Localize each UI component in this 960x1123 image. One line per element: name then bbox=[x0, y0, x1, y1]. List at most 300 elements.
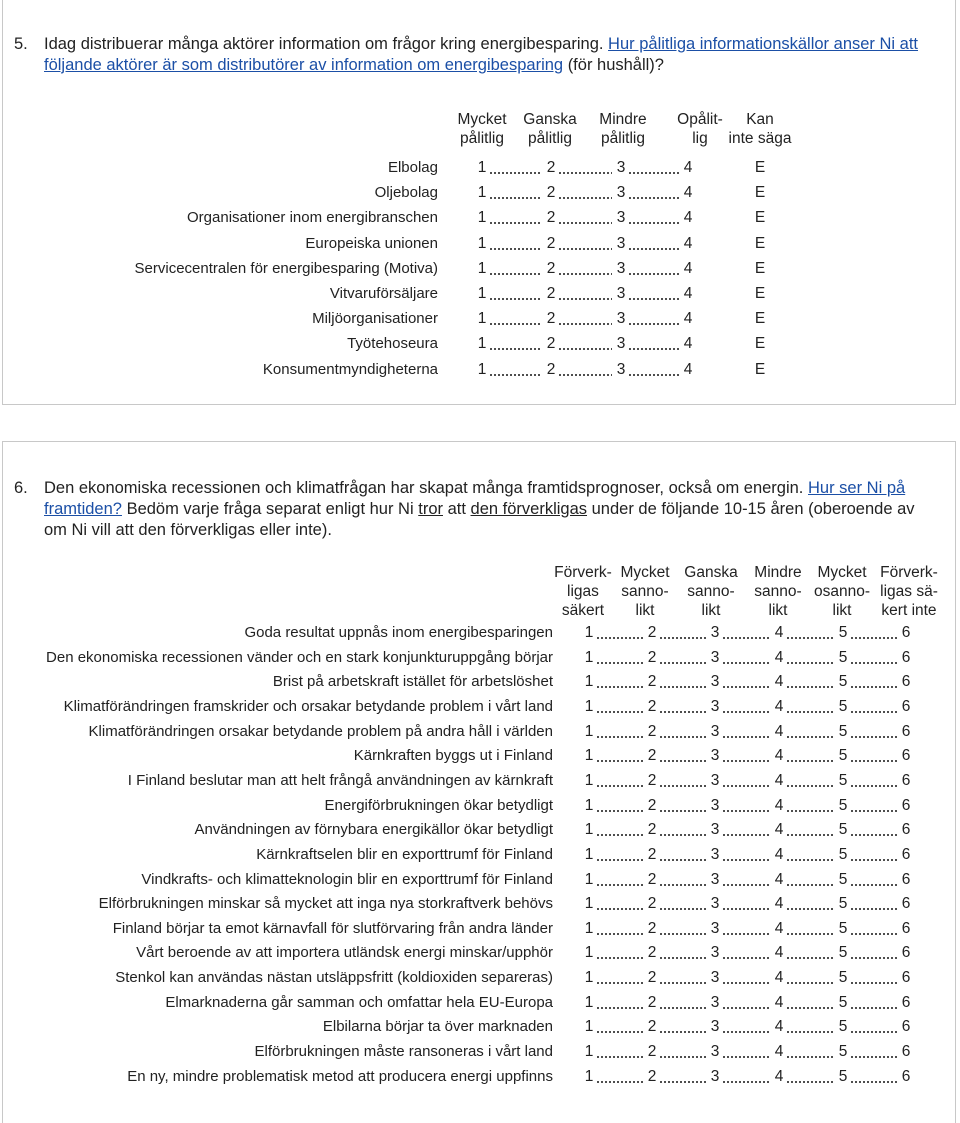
q5-row-label: Elbolag bbox=[387, 159, 438, 176]
q5-option-1[interactable]: 1 bbox=[477, 159, 487, 176]
q6-leader-dots bbox=[786, 1056, 834, 1058]
q6-leader-dots bbox=[722, 982, 770, 984]
q6-option-2[interactable]: 2 bbox=[647, 1043, 657, 1061]
q6-option-5[interactable]: 5 bbox=[838, 624, 848, 641]
q6-option-3[interactable]: 3 bbox=[710, 771, 720, 789]
question-5-suffix: (för hushåll)? bbox=[567, 56, 664, 74]
q6-header-line: Mycket bbox=[620, 564, 670, 581]
q6-option-6[interactable]: 6 bbox=[901, 845, 911, 863]
q6-option-6[interactable]: 6 bbox=[901, 895, 911, 913]
q6-option-3[interactable]: 3 bbox=[710, 747, 720, 765]
q6-option-1[interactable]: 1 bbox=[584, 870, 594, 888]
q6-option-3[interactable]: 3 bbox=[710, 993, 720, 1011]
q5-leader-dots bbox=[558, 197, 612, 199]
q6-option-5[interactable]: 5 bbox=[838, 697, 848, 715]
q6-row-label: I Finland beslutar man att helt frångå användningen av kärnkraft bbox=[127, 771, 553, 789]
q6-row-label: Stenkol kan användas nästan utsläppsfritt (koldioxiden separeras) bbox=[115, 969, 553, 987]
q5-leader-dots bbox=[628, 197, 679, 199]
q5-option-4[interactable]: 4 bbox=[683, 234, 693, 252]
q6-option-4[interactable]: 4 bbox=[774, 1018, 784, 1036]
q6-leader-dots bbox=[786, 884, 834, 886]
q6-leader-dots bbox=[722, 785, 770, 787]
q6-option-4[interactable]: 4 bbox=[774, 796, 784, 814]
q6-option-3[interactable]: 3 bbox=[710, 919, 720, 937]
q6-option-6[interactable]: 6 bbox=[901, 1018, 911, 1036]
q6-header-line: likt bbox=[768, 602, 788, 619]
q6-leader-dots bbox=[596, 908, 643, 910]
q6-option-4[interactable]: 4 bbox=[774, 1067, 784, 1085]
q6-leader-dots bbox=[659, 957, 706, 959]
q6-option-3[interactable]: 3 bbox=[710, 722, 720, 740]
q6-leader-dots bbox=[659, 637, 706, 639]
q5-option-2[interactable]: 2 bbox=[546, 360, 556, 378]
q6-leader-dots bbox=[659, 662, 706, 664]
q5-option-1[interactable]: 1 bbox=[477, 259, 487, 277]
q6-option-4[interactable]: 4 bbox=[774, 895, 784, 913]
q6-option-3[interactable]: 3 bbox=[710, 969, 720, 987]
q6-option-2[interactable]: 2 bbox=[647, 697, 657, 715]
q6-option-5[interactable]: 5 bbox=[838, 796, 848, 814]
q6-leader-dots bbox=[722, 711, 770, 713]
q5-row-label: Konsumentmyndigheterna bbox=[262, 360, 438, 378]
q6-leader-dots bbox=[786, 760, 834, 762]
q6-option-5[interactable]: 5 bbox=[838, 722, 848, 740]
q5-leader-dots bbox=[489, 298, 542, 300]
q6-leader-dots bbox=[786, 637, 834, 639]
q5-option-4[interactable]: 4 bbox=[683, 310, 693, 328]
q5-option-3[interactable]: 3 bbox=[616, 259, 626, 277]
q6-option-4[interactable]: 4 bbox=[774, 1043, 784, 1061]
q6-option-6[interactable]: 6 bbox=[901, 722, 911, 740]
q6-option-2[interactable]: 2 bbox=[647, 1018, 657, 1036]
q6-row bbox=[0, 968, 960, 990]
q6-option-6[interactable]: 6 bbox=[901, 870, 911, 888]
q6-leader-dots bbox=[786, 736, 834, 738]
q6-option-3[interactable]: 3 bbox=[710, 624, 720, 641]
q6-option-6[interactable]: 6 bbox=[901, 648, 911, 666]
q6-option-5[interactable]: 5 bbox=[838, 845, 848, 863]
q5-row bbox=[0, 234, 960, 256]
q5-option-3[interactable]: 3 bbox=[616, 310, 626, 328]
q6-leader-dots bbox=[596, 785, 643, 787]
q6-leader-dots bbox=[659, 859, 706, 861]
q6-leader-dots bbox=[850, 662, 897, 664]
q6-option-3[interactable]: 3 bbox=[710, 673, 720, 691]
q5-leader-dots bbox=[628, 273, 679, 275]
q6-leader-dots bbox=[722, 810, 770, 812]
q6-leader-dots bbox=[659, 810, 706, 812]
q6-option-2[interactable]: 2 bbox=[647, 895, 657, 913]
question-5-text bbox=[14, 34, 934, 76]
q6-header-line: Ganska bbox=[684, 564, 738, 581]
q6-header-line: likt bbox=[701, 602, 721, 619]
q6-row-label: Vindkrafts- och klimatteknologin blir en exporttrumf för Finland bbox=[141, 870, 553, 888]
q6-option-2[interactable]: 2 bbox=[647, 796, 657, 814]
q6-option-6[interactable]: 6 bbox=[901, 673, 911, 691]
q5-option-4[interactable]: 4 bbox=[683, 209, 693, 227]
q6-option-3[interactable]: 3 bbox=[710, 821, 720, 839]
q6-option-1[interactable]: 1 bbox=[584, 919, 594, 937]
q6-option-5[interactable]: 5 bbox=[838, 771, 848, 789]
q6-option-5[interactable]: 5 bbox=[838, 1018, 848, 1036]
q6-option-5[interactable]: 5 bbox=[838, 673, 848, 691]
q5-leader-dots bbox=[489, 273, 542, 275]
q6-option-4[interactable]: 4 bbox=[774, 870, 784, 888]
q6-option-4[interactable]: 4 bbox=[774, 821, 784, 839]
q6-option-6[interactable]: 6 bbox=[901, 1067, 911, 1085]
q6-option-2[interactable]: 2 bbox=[647, 870, 657, 888]
q5-leader-dots bbox=[558, 172, 612, 174]
q6-leader-dots bbox=[722, 1056, 770, 1058]
question-6-intro: Den ekonomiska recessionen och klimatfrågan har skapat många framtidsprognoser, också om energin. bbox=[44, 479, 804, 497]
q6-option-2[interactable]: 2 bbox=[647, 624, 657, 641]
q6-option-4[interactable]: 4 bbox=[774, 648, 784, 666]
q6-option-1[interactable]: 1 bbox=[584, 796, 594, 814]
q5-leader-dots bbox=[489, 374, 542, 376]
q5-option-1[interactable]: 1 bbox=[477, 310, 487, 328]
q5-option-4[interactable]: 4 bbox=[683, 259, 693, 277]
q6-leader-dots bbox=[722, 760, 770, 762]
q6-header-line: likt bbox=[832, 602, 852, 619]
q6-option-6[interactable]: 6 bbox=[901, 771, 911, 789]
q5-header-line: lig bbox=[692, 130, 708, 147]
q6-row bbox=[0, 746, 960, 768]
q5-leader-dots bbox=[558, 248, 612, 250]
q6-option-1[interactable]: 1 bbox=[584, 1067, 594, 1085]
q6-option-4[interactable]: 4 bbox=[774, 969, 784, 987]
q5-option-2[interactable]: 2 bbox=[546, 285, 556, 302]
q6-option-4[interactable]: 4 bbox=[774, 993, 784, 1011]
q6-row bbox=[0, 648, 960, 670]
q6-option-2[interactable]: 2 bbox=[647, 993, 657, 1011]
q6-option-1[interactable]: 1 bbox=[584, 747, 594, 765]
q6-row-label: En ny, mindre problematisk metod att producera energi uppfinns bbox=[127, 1067, 553, 1085]
q6-option-5[interactable]: 5 bbox=[838, 919, 848, 937]
q5-option-2[interactable]: 2 bbox=[546, 209, 556, 227]
q6-leader-dots bbox=[722, 859, 770, 861]
q5-option-E[interactable]: E bbox=[754, 184, 766, 202]
q6-option-2[interactable]: 2 bbox=[647, 821, 657, 839]
q5-option-E[interactable]: E bbox=[754, 159, 766, 176]
q6-leader-dots bbox=[850, 884, 897, 886]
q6-row-label: Kärnkraften byggs ut i Finland bbox=[353, 747, 553, 765]
q6-option-1[interactable]: 1 bbox=[584, 624, 594, 641]
q6-option-3[interactable]: 3 bbox=[710, 845, 720, 863]
q6-row bbox=[0, 1017, 960, 1039]
q5-leader-dots bbox=[489, 222, 542, 224]
q5-row-label: Servicecentralen för energibesparing (Motiva) bbox=[134, 259, 438, 277]
q6-leader-dots bbox=[596, 1056, 643, 1058]
q5-option-2[interactable]: 2 bbox=[546, 310, 556, 328]
q6-leader-dots bbox=[786, 933, 834, 935]
q6-leader-dots bbox=[786, 1007, 834, 1009]
q5-row-label: Miljöorganisationer bbox=[312, 310, 438, 328]
q6-option-4[interactable]: 4 bbox=[774, 919, 784, 937]
q5-option-3[interactable]: 3 bbox=[616, 335, 626, 353]
q6-option-5[interactable]: 5 bbox=[838, 969, 848, 987]
q5-leader-dots bbox=[489, 248, 542, 250]
q5-option-2[interactable]: 2 bbox=[546, 335, 556, 353]
q6-option-5[interactable]: 5 bbox=[838, 1067, 848, 1085]
q5-row-label: Europeiska unionen bbox=[305, 234, 438, 252]
q6-leader-dots bbox=[596, 859, 643, 861]
q6-header-line: ligas sä- bbox=[880, 583, 938, 600]
q6-leader-dots bbox=[659, 1007, 706, 1009]
q5-option-E[interactable]: E bbox=[754, 360, 766, 378]
q5-option-3[interactable]: 3 bbox=[616, 234, 626, 252]
q5-option-4[interactable]: 4 bbox=[683, 335, 693, 353]
q6-leader-dots bbox=[596, 760, 643, 762]
q6-option-6[interactable]: 6 bbox=[901, 624, 911, 641]
q6-option-1[interactable]: 1 bbox=[584, 845, 594, 863]
q6-leader-dots bbox=[722, 637, 770, 639]
q6-option-2[interactable]: 2 bbox=[647, 969, 657, 987]
q6-leader-dots bbox=[722, 884, 770, 886]
q6-option-1[interactable]: 1 bbox=[584, 1018, 594, 1036]
q5-option-2[interactable]: 2 bbox=[546, 184, 556, 202]
q6-option-4[interactable]: 4 bbox=[774, 722, 784, 740]
q5-option-1[interactable]: 1 bbox=[477, 360, 487, 378]
q6-leader-dots bbox=[786, 1031, 834, 1033]
q5-option-4[interactable]: 4 bbox=[683, 360, 693, 378]
q6-option-6[interactable]: 6 bbox=[901, 747, 911, 765]
q6-leader-dots bbox=[786, 662, 834, 664]
q6-option-3[interactable]: 3 bbox=[710, 648, 720, 666]
q5-option-4[interactable]: 4 bbox=[683, 285, 693, 302]
q5-row bbox=[0, 259, 960, 281]
q5-leader-dots bbox=[558, 222, 612, 224]
q6-leader-dots bbox=[786, 686, 834, 688]
q6-option-5[interactable]: 5 bbox=[838, 993, 848, 1011]
q5-leader-dots bbox=[628, 374, 679, 376]
q6-row-label: Finland börjar ta emot kärnavfall för slutförvaring från andra länder bbox=[112, 919, 553, 937]
q6-leader-dots bbox=[850, 982, 897, 984]
q6-leader-dots bbox=[850, 736, 897, 738]
q5-leader-dots bbox=[628, 248, 679, 250]
q6-row-label: Goda resultat uppnås inom energibesparingen bbox=[244, 624, 553, 641]
question-5-number: 5. bbox=[14, 35, 28, 53]
q6-leader-dots bbox=[596, 711, 643, 713]
q6-option-2[interactable]: 2 bbox=[647, 1067, 657, 1085]
q6-header-line: kert inte bbox=[881, 602, 937, 619]
q6-option-6[interactable]: 6 bbox=[901, 993, 911, 1011]
q6-option-3[interactable]: 3 bbox=[710, 796, 720, 814]
q6-row bbox=[0, 894, 960, 916]
q6-option-2[interactable]: 2 bbox=[647, 722, 657, 740]
q6-option-3[interactable]: 3 bbox=[710, 1043, 720, 1061]
q5-option-4[interactable]: 4 bbox=[683, 159, 693, 176]
q6-option-5[interactable]: 5 bbox=[838, 648, 848, 666]
q6-header-line: Förverk- bbox=[554, 564, 612, 581]
q6-option-1[interactable]: 1 bbox=[584, 771, 594, 789]
q6-option-1[interactable]: 1 bbox=[584, 673, 594, 691]
q6-option-1[interactable]: 1 bbox=[584, 969, 594, 987]
q5-row bbox=[0, 208, 960, 230]
q5-option-E[interactable]: E bbox=[754, 259, 766, 277]
q6-row-label: Klimatförändringen orsakar betydande problem på andra håll i världen bbox=[88, 722, 553, 740]
q6-row-label: Elmarknaderna går samman och omfattar hela EU-Europa bbox=[165, 993, 553, 1011]
q6-row bbox=[0, 1042, 960, 1064]
q6-header-line: säkert bbox=[561, 602, 605, 619]
q5-option-2[interactable]: 2 bbox=[546, 159, 556, 176]
q6-leader-dots bbox=[850, 1031, 897, 1033]
q6-leader-dots bbox=[596, 1031, 643, 1033]
q5-row bbox=[0, 334, 960, 356]
q5-option-E[interactable]: E bbox=[754, 285, 766, 302]
q6-leader-dots bbox=[659, 1031, 706, 1033]
q6-option-5[interactable]: 5 bbox=[838, 944, 848, 962]
q6-option-4[interactable]: 4 bbox=[774, 673, 784, 691]
q5-leader-dots bbox=[558, 374, 612, 376]
q5-option-E[interactable]: E bbox=[754, 209, 766, 227]
q5-option-3[interactable]: 3 bbox=[616, 360, 626, 378]
question-6-number: 6. bbox=[14, 479, 28, 497]
q5-option-3[interactable]: 3 bbox=[616, 159, 626, 176]
q6-leader-dots bbox=[786, 834, 834, 836]
q6-leader-dots bbox=[850, 785, 897, 787]
q5-option-1[interactable]: 1 bbox=[477, 184, 487, 202]
q6-option-6[interactable]: 6 bbox=[901, 697, 911, 715]
q6-option-2[interactable]: 2 bbox=[647, 673, 657, 691]
q5-row bbox=[0, 284, 960, 306]
q6-leader-dots bbox=[722, 736, 770, 738]
q6-option-1[interactable]: 1 bbox=[584, 993, 594, 1011]
q6-row-label: Elförbrukningen måste ransoneras i vårt land bbox=[254, 1043, 553, 1061]
q5-leader-dots bbox=[558, 323, 612, 325]
q6-option-3[interactable]: 3 bbox=[710, 1018, 720, 1036]
q6-option-4[interactable]: 4 bbox=[774, 944, 784, 962]
q6-header-line: likt bbox=[635, 602, 655, 619]
q6-leader-dots bbox=[722, 686, 770, 688]
q6-option-2[interactable]: 2 bbox=[647, 944, 657, 962]
question-6-connector: att bbox=[447, 500, 466, 518]
q6-option-2[interactable]: 2 bbox=[647, 648, 657, 666]
q6-leader-dots bbox=[596, 662, 643, 664]
q6-row bbox=[0, 771, 960, 793]
q5-option-1[interactable]: 1 bbox=[477, 209, 487, 227]
q5-option-3[interactable]: 3 bbox=[616, 184, 626, 202]
q6-leader-dots bbox=[596, 957, 643, 959]
q6-option-6[interactable]: 6 bbox=[901, 821, 911, 839]
q5-row-label: Työtehoseura bbox=[347, 335, 438, 353]
q6-option-1[interactable]: 1 bbox=[584, 648, 594, 666]
q6-option-1[interactable]: 1 bbox=[584, 944, 594, 962]
q6-leader-dots bbox=[850, 686, 897, 688]
q6-option-2[interactable]: 2 bbox=[647, 845, 657, 863]
q5-option-4[interactable]: 4 bbox=[683, 184, 693, 202]
q6-option-6[interactable]: 6 bbox=[901, 1043, 911, 1061]
q6-option-5[interactable]: 5 bbox=[838, 821, 848, 839]
q6-leader-dots bbox=[596, 810, 643, 812]
q6-row bbox=[0, 919, 960, 941]
q6-option-4[interactable]: 4 bbox=[774, 697, 784, 715]
q5-option-E[interactable]: E bbox=[754, 310, 766, 328]
question-6-emphasis-forverkligas: den förverkligas bbox=[470, 500, 588, 518]
q6-row-label: Brist på arbetskraft istället för arbetslöshet bbox=[272, 673, 553, 691]
q5-option-1[interactable]: 1 bbox=[477, 285, 487, 302]
question-6-emphasis-tror: tror bbox=[418, 500, 443, 518]
q6-option-2[interactable]: 2 bbox=[647, 747, 657, 765]
q5-option-E[interactable]: E bbox=[754, 234, 766, 252]
q6-leader-dots bbox=[659, 884, 706, 886]
q6-leader-dots bbox=[786, 859, 834, 861]
q6-option-4[interactable]: 4 bbox=[774, 771, 784, 789]
q6-option-2[interactable]: 2 bbox=[647, 771, 657, 789]
q6-leader-dots bbox=[596, 736, 643, 738]
q6-leader-dots bbox=[850, 637, 897, 639]
q6-option-3[interactable]: 3 bbox=[710, 895, 720, 913]
q6-option-5[interactable]: 5 bbox=[838, 870, 848, 888]
q5-leader-dots bbox=[558, 348, 612, 350]
q5-option-3[interactable]: 3 bbox=[616, 209, 626, 227]
q6-option-4[interactable]: 4 bbox=[774, 624, 784, 641]
q6-option-4[interactable]: 4 bbox=[774, 747, 784, 765]
q5-option-1[interactable]: 1 bbox=[477, 335, 487, 353]
q5-row-label: Vitvaruförsäljare bbox=[329, 285, 438, 302]
q6-option-1[interactable]: 1 bbox=[584, 722, 594, 740]
q6-row bbox=[0, 697, 960, 719]
q6-leader-dots bbox=[786, 1081, 834, 1083]
q6-option-1[interactable]: 1 bbox=[584, 1043, 594, 1061]
question-6-link[interactable]: Hur ser Ni på framtiden? bbox=[44, 479, 906, 518]
q5-header-line: pålitlig bbox=[460, 130, 504, 147]
question-6-instruction: Bedöm varje fråga separat enligt hur Ni bbox=[126, 500, 414, 518]
q6-option-6[interactable]: 6 bbox=[901, 919, 911, 937]
q6-option-1[interactable]: 1 bbox=[584, 697, 594, 715]
q6-leader-dots bbox=[786, 810, 834, 812]
q6-option-6[interactable]: 6 bbox=[901, 969, 911, 987]
q6-leader-dots bbox=[659, 834, 706, 836]
q6-leader-dots bbox=[596, 834, 643, 836]
q6-option-6[interactable]: 6 bbox=[901, 944, 911, 962]
q6-row bbox=[0, 796, 960, 818]
q5-option-E[interactable]: E bbox=[754, 335, 766, 353]
q6-option-5[interactable]: 5 bbox=[838, 1043, 848, 1061]
q5-leader-dots bbox=[489, 197, 542, 199]
q6-option-3[interactable]: 3 bbox=[710, 1067, 720, 1085]
q6-option-5[interactable]: 5 bbox=[838, 895, 848, 913]
q6-option-3[interactable]: 3 bbox=[710, 870, 720, 888]
q6-option-1[interactable]: 1 bbox=[584, 821, 594, 839]
q6-header-line: sanno- bbox=[621, 583, 669, 600]
q6-leader-dots bbox=[722, 662, 770, 664]
q6-option-4[interactable]: 4 bbox=[774, 845, 784, 863]
q5-option-1[interactable]: 1 bbox=[477, 234, 487, 252]
question-5-link[interactable]: Hur pålitliga informationskällor anser Ni att följande aktörer är som distributörer av information om energibesparing bbox=[44, 35, 919, 74]
q6-row-label: Elförbrukningen minskar så mycket att inga nya storkraftverk behövs bbox=[98, 895, 553, 913]
q6-leader-dots bbox=[659, 933, 706, 935]
q6-leader-dots bbox=[786, 982, 834, 984]
q5-row bbox=[0, 158, 960, 180]
q5-option-2[interactable]: 2 bbox=[546, 234, 556, 252]
q5-leader-dots bbox=[489, 348, 542, 350]
q6-row-label: Energiförbrukningen ökar betydligt bbox=[324, 796, 553, 814]
q6-row-label: Användningen av förnybara energikällor ökar betydligt bbox=[194, 821, 553, 839]
q6-row bbox=[0, 820, 960, 842]
q6-header-line: Förverk- bbox=[880, 564, 938, 581]
q5-option-3[interactable]: 3 bbox=[616, 285, 626, 302]
q5-option-2[interactable]: 2 bbox=[546, 259, 556, 277]
q6-option-3[interactable]: 3 bbox=[710, 944, 720, 962]
q5-leader-dots bbox=[489, 172, 542, 174]
q6-option-1[interactable]: 1 bbox=[584, 895, 594, 913]
q6-option-3[interactable]: 3 bbox=[710, 697, 720, 715]
q6-option-5[interactable]: 5 bbox=[838, 747, 848, 765]
q6-option-6[interactable]: 6 bbox=[901, 796, 911, 814]
q6-leader-dots bbox=[850, 859, 897, 861]
q6-option-2[interactable]: 2 bbox=[647, 919, 657, 937]
q5-header-line: inte säga bbox=[728, 130, 792, 147]
